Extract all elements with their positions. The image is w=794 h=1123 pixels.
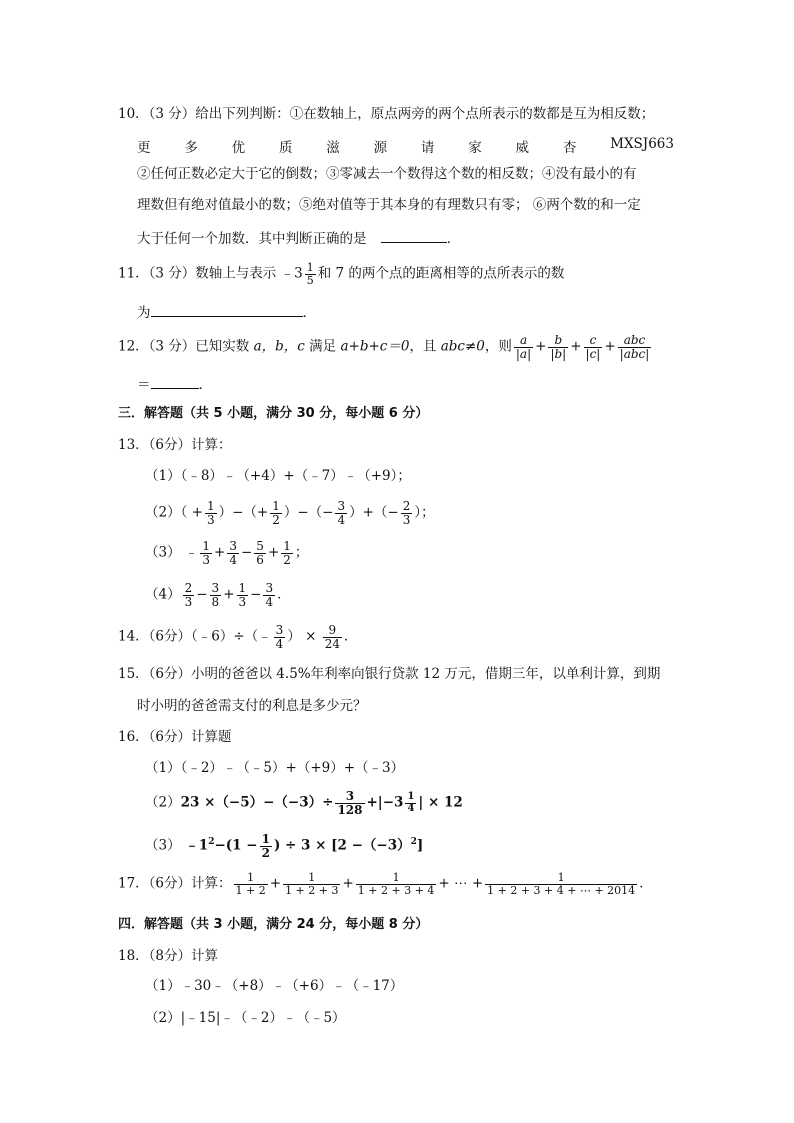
- expr-text: ]: [416, 837, 424, 854]
- fraction: [356, 872, 437, 896]
- fraction-denominator: 4: [407, 802, 415, 814]
- q18-part2: （2）|﹣15|﹣（﹣2）﹣（﹣5）: [145, 1010, 346, 1026]
- watermark-char: 杏: [562, 140, 577, 156]
- fraction: [237, 582, 249, 608]
- fraction: [283, 872, 340, 896]
- fraction-numerator: 3: [337, 499, 346, 513]
- expr-text: ）+（−: [349, 504, 399, 521]
- watermark-char: 滋: [326, 140, 340, 156]
- q13-part4: [145, 582, 291, 608]
- q10-line5-text: 大于任何一个加数．其中判断正确的是: [137, 231, 367, 247]
- fraction-numerator: c: [584, 334, 603, 348]
- fraction: [205, 500, 217, 526]
- q14-mid: ） ×: [287, 628, 317, 645]
- expr-text: ) ÷ 3 × [2 −（−3）: [273, 837, 411, 854]
- q10-line3: ②任何正数必定大于它的倒数；③零减去一个数得这个数的相反数；④没有最小的有: [137, 166, 637, 182]
- watermark-char: 源: [373, 140, 388, 156]
- q12-cond2: ，且: [409, 338, 437, 355]
- fraction-denominator: 1 + 2 + 3 + 4: [357, 883, 435, 897]
- q10-line1: 10．（3 分）给出下列判断：①在数轴上，原点两旁的两个点所表示的数都是互为相反数；: [118, 106, 655, 122]
- q12-frac-abc: [618, 334, 652, 360]
- q13-part3: [145, 540, 308, 566]
- plus-sign: +: [342, 875, 354, 892]
- fraction-numerator: 1: [234, 872, 268, 885]
- fraction-numerator: 1: [283, 872, 340, 885]
- fraction-denominator: 2: [272, 512, 280, 527]
- expr-text: | × 12: [418, 794, 463, 811]
- q11-frac-num: 1: [306, 261, 314, 274]
- q12-neq: abc≠0: [440, 338, 485, 355]
- fraction-numerator: a: [514, 334, 533, 348]
- fraction-numerator: 2: [402, 499, 411, 513]
- fraction-numerator: 1: [261, 832, 270, 846]
- expr-text: −: [196, 586, 208, 603]
- expr-text: ．: [639, 875, 653, 892]
- expr-text: 23 ×（−5）−（−3）÷: [180, 794, 334, 811]
- q11-suffix: 和 7 的两个点的距离相等的点所表示的数: [317, 265, 565, 282]
- q12-period: ．: [198, 377, 212, 393]
- fraction: [254, 540, 266, 566]
- q17: [118, 872, 653, 896]
- part-label: （3）: [145, 837, 181, 854]
- fraction-denominator: 1 + 2 + 3 + 4 + ⋯ + 2014: [487, 883, 636, 897]
- q17-prefix: 17．（6分）计算：: [118, 875, 232, 892]
- q15-line1: 15．（6分）小明的爸爸以 4.5%年利率向银行贷款 12 万元，借期三年，以单利计算，到期: [118, 666, 661, 682]
- fraction-denominator: |abc|: [619, 346, 650, 361]
- fraction: [405, 792, 416, 814]
- expr-text: +: [267, 544, 280, 561]
- expr-text: −: [250, 586, 262, 603]
- q16-title: 16．（6分）计算题: [118, 729, 232, 745]
- fraction-numerator: 2: [184, 581, 193, 595]
- fraction-denominator: |b|: [550, 346, 567, 361]
- expr-text: ；: [294, 544, 309, 561]
- q10-period: ．: [446, 231, 461, 247]
- watermark-char: 请: [420, 140, 435, 156]
- exponent: 2: [410, 837, 417, 848]
- fraction-numerator: 9: [323, 624, 342, 638]
- watermark-char: 优: [231, 140, 246, 156]
- fraction: [323, 624, 342, 650]
- expr-text: ）−（−: [283, 504, 334, 521]
- expr-text: + ⋯ +: [438, 875, 484, 892]
- q12-frac-b: [548, 334, 568, 360]
- watermark-code: MXSJ663: [610, 136, 674, 152]
- fraction: [274, 624, 286, 650]
- plus-sign: +: [535, 338, 547, 355]
- q11-line2: [137, 304, 316, 321]
- fraction-denominator: |a|: [515, 346, 532, 361]
- fraction: [270, 500, 282, 526]
- q10-line5: [137, 230, 460, 247]
- fraction-numerator: 1: [238, 581, 247, 595]
- fraction-numerator: 1: [202, 539, 211, 553]
- expr-text: ﹣1: [185, 837, 209, 854]
- q10-line4: 理数但有绝对值最小的数；⑤绝对值等于其本身的有理数只有零； ⑥两个数的和一定: [137, 197, 641, 213]
- fraction-numerator: 3: [265, 581, 274, 595]
- q12-frac-a: [514, 334, 533, 360]
- fraction-denominator: 3: [402, 512, 411, 527]
- fraction-numerator: 1: [206, 499, 215, 513]
- fraction: [335, 500, 347, 526]
- part-label: （4）: [145, 586, 181, 603]
- fraction-numerator: 3: [211, 581, 220, 595]
- fraction-numerator: 5: [256, 539, 264, 553]
- plus-sign: +: [570, 338, 582, 355]
- watermark-char: 威: [515, 140, 529, 156]
- fraction: [485, 872, 637, 896]
- q18-part1: （1）﹣30﹣（+8）﹣（+6）﹣（﹣17）: [145, 978, 404, 994]
- fraction-denominator: 1 + 2: [235, 883, 266, 897]
- q11-line1: [118, 262, 564, 286]
- plus-sign: +: [269, 875, 282, 892]
- fraction-denominator: 3: [206, 512, 215, 527]
- fraction-denominator: 3: [238, 594, 247, 609]
- fraction: [183, 582, 195, 608]
- q12-line2: [137, 376, 212, 393]
- fraction: [335, 790, 364, 816]
- expr-text: −: [240, 544, 253, 561]
- fraction-denominator: 6: [256, 552, 264, 567]
- expr-text: +|−3: [366, 794, 404, 811]
- expr-text: （ +: [180, 504, 203, 521]
- fraction-numerator: abc: [618, 334, 652, 348]
- q11-period: ．: [302, 305, 316, 321]
- fraction-numerator: b: [548, 334, 568, 348]
- q12-equals: ＝: [137, 377, 151, 393]
- q16-part1: （1）（﹣2）﹣（﹣5）+（+9）+（﹣3）: [145, 760, 405, 776]
- fraction: [200, 540, 212, 566]
- fraction-denominator: 4: [337, 512, 346, 527]
- fraction-numerator: 1: [272, 499, 280, 513]
- fraction-numerator: 3: [229, 539, 237, 553]
- fraction: [234, 872, 268, 896]
- q16-part3: [145, 833, 423, 859]
- exponent: 2: [208, 837, 215, 848]
- q12-vars: a，b，c: [253, 338, 305, 355]
- fraction-denominator: 4: [229, 552, 237, 567]
- fraction-numerator: 3: [275, 623, 284, 637]
- expr-text: ）；: [414, 504, 435, 521]
- fraction: [401, 500, 413, 526]
- q11-frac-den: 5: [306, 273, 314, 287]
- fraction-numerator: 1: [283, 539, 291, 553]
- section-heading-4: 四．解答题（共 3 小题，满分 24 分，每小题 8 分）: [118, 917, 429, 932]
- plus-sign: +: [604, 338, 616, 355]
- fraction-numerator: 1: [485, 872, 637, 885]
- section-heading-3: 三．解答题（共 5 小题，满分 30 分，每小题 6 分）: [118, 406, 429, 421]
- watermark-char: 家: [468, 140, 482, 156]
- q18-title: 18．（8分）计算: [118, 948, 219, 964]
- q14-prefix: 14．（6分）（﹣6）÷（﹣: [118, 628, 272, 645]
- q16-part2: [145, 790, 463, 816]
- q13-title: 13．（6分）计算：: [118, 437, 232, 453]
- fraction-denominator: 24: [324, 636, 340, 651]
- q11-mixed-int: ﹣3: [280, 265, 303, 282]
- fraction: [260, 833, 272, 859]
- fraction-denominator: 8: [211, 594, 220, 609]
- q12-then: ，则: [484, 338, 512, 355]
- q12-prefix: 12．（3 分）已知实数: [118, 338, 250, 355]
- fraction-denominator: 2: [283, 552, 291, 567]
- answer-blank: [151, 304, 303, 317]
- expr-text: ．: [277, 586, 291, 603]
- fraction: [210, 582, 222, 608]
- fraction-denominator: 2: [261, 845, 270, 860]
- q15-line2: 时小明的爸爸需支付的利息是多少元？: [137, 698, 367, 714]
- q13-part2: [145, 500, 435, 526]
- fraction-denominator: 3: [202, 552, 211, 567]
- q12-frac-c: [584, 334, 603, 360]
- expr-text: +: [214, 544, 226, 561]
- fraction: [281, 540, 293, 566]
- q12-eq: a+b+c＝0: [340, 338, 410, 355]
- part-label: （2）: [145, 504, 181, 521]
- q12-line1: [118, 334, 653, 360]
- watermark-line: [137, 136, 674, 156]
- fraction-denominator: 1 + 2 + 3: [285, 883, 339, 897]
- q13-part1: （1）（﹣8）﹣（+4）+（﹣7）﹣（+9）；: [145, 468, 411, 484]
- fraction: [263, 582, 275, 608]
- expr-text: −(1 −: [214, 837, 258, 854]
- fraction: [227, 540, 239, 566]
- q11-prefix: 11．（3 分）数轴上与表示: [118, 265, 277, 282]
- fraction-denominator: |c|: [585, 346, 601, 361]
- part-label: （2）: [145, 794, 181, 811]
- fraction-numerator: 1: [356, 872, 437, 885]
- fraction-numerator: 3: [335, 790, 364, 804]
- q11-line2-text: 为: [137, 305, 151, 321]
- answer-blank: [381, 230, 447, 243]
- q14: [118, 624, 358, 650]
- q12-cond1: 满足: [309, 338, 337, 355]
- q14-end: ．: [344, 628, 358, 645]
- part-label: （3）: [145, 544, 181, 561]
- expr-text: ）−（+: [218, 504, 269, 521]
- watermark-char: 更: [137, 140, 151, 156]
- fraction-numerator: 1: [407, 791, 415, 803]
- answer-blank: [151, 376, 199, 389]
- fraction-denominator: 4: [275, 636, 284, 651]
- expr-text: +: [223, 586, 235, 603]
- fraction-denominator: 3: [184, 594, 193, 609]
- watermark-char: 质: [278, 140, 293, 156]
- fraction-denominator: 128: [337, 802, 363, 817]
- q11-fraction: [305, 262, 316, 286]
- fraction-denominator: 4: [265, 594, 274, 609]
- watermark-char: 多: [184, 140, 198, 156]
- expr-text: ﹣: [184, 544, 199, 561]
